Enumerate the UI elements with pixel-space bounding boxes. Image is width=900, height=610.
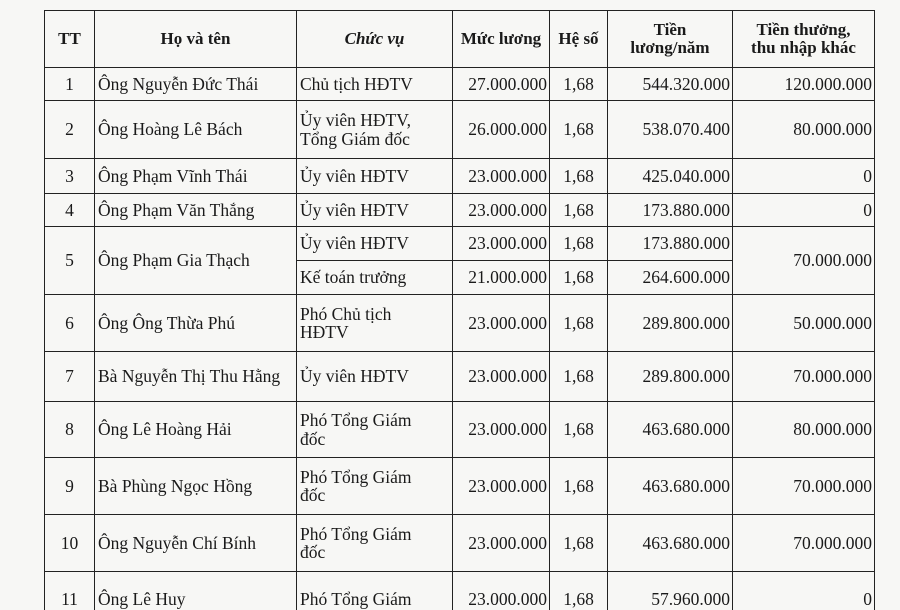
position-line1: Phó Tổng Giám	[300, 467, 412, 487]
cell-position	[297, 101, 453, 159]
cell-salary: 23.000.000	[453, 515, 550, 572]
cell-tt: 5	[45, 227, 95, 295]
position-line1: Phó Chủ tịch	[300, 304, 391, 324]
position-line2: đốc	[300, 429, 325, 449]
header-name: Họ và tên	[95, 11, 297, 68]
cell-tt: 7	[45, 352, 95, 402]
cell-coef: 1,68	[550, 572, 608, 610]
cell-salary: 23.000.000	[453, 572, 550, 610]
cell-tt: 1	[45, 68, 95, 101]
header-coef: Hệ số	[550, 11, 608, 68]
table-row	[45, 68, 875, 101]
header-bonus-line1: Tiền thưởng,	[757, 20, 851, 39]
cell-name: Ông Ông Thừa Phú	[95, 295, 297, 352]
header-tt: TT	[45, 11, 95, 68]
cell-annual: 463.680.000	[608, 402, 733, 458]
cell-coef: 1,68	[550, 194, 608, 227]
cell-name: Ông Lê Huy	[95, 572, 297, 610]
cell-name: Ông Phạm Gia Thạch	[95, 227, 297, 295]
cell-salary: 23.000.000	[453, 352, 550, 402]
header-annual-line2: lương/năm	[630, 38, 709, 57]
cell-name: Bà Nguyễn Thị Thu Hằng	[95, 352, 297, 402]
cell-bonus: 0	[733, 194, 875, 227]
salary-table	[44, 10, 875, 610]
cell-position: Ủy viên HĐTV	[297, 352, 453, 402]
cell-salary: 26.000.000	[453, 101, 550, 159]
position-line2: HĐTV	[300, 322, 349, 342]
cell-name: Ông Nguyễn Đức Thái	[95, 68, 297, 101]
position-line2: Tổng Giám đốc	[300, 129, 410, 149]
cell-position: Phó Tổng Giám	[297, 572, 453, 610]
cell-coef: 1,68	[550, 402, 608, 458]
cell-position	[297, 295, 453, 352]
cell-annual: 544.320.000	[608, 68, 733, 101]
header-row	[45, 11, 875, 68]
cell-salary: 23.000.000	[453, 159, 550, 194]
cell-bonus: 0	[733, 159, 875, 194]
position-line1: Ủy viên HĐTV,	[300, 110, 411, 130]
cell-position: Chủ tịch HĐTV	[297, 68, 453, 101]
cell-name: Ông Hoàng Lê Bách	[95, 101, 297, 159]
cell-coef: 1,68	[550, 352, 608, 402]
cell-bonus: 50.000.000	[733, 295, 875, 352]
cell-coef: 1,68	[550, 261, 608, 295]
cell-name: Ông Lê Hoàng Hải	[95, 402, 297, 458]
cell-bonus: 70.000.000	[733, 352, 875, 402]
cell-tt: 8	[45, 402, 95, 458]
table-row	[45, 402, 875, 458]
cell-coef: 1,68	[550, 295, 608, 352]
table-row	[45, 295, 875, 352]
position-line1: Phó Tổng Giám	[300, 410, 412, 430]
cell-position	[297, 402, 453, 458]
table-row	[45, 101, 875, 159]
table-row	[45, 515, 875, 572]
cell-name: Ông Nguyễn Chí Bính	[95, 515, 297, 572]
cell-annual: 425.040.000	[608, 159, 733, 194]
cell-name: Ông Phạm Vĩnh Thái	[95, 159, 297, 194]
cell-position: Kế toán trưởng	[297, 261, 453, 295]
cell-tt: 6	[45, 295, 95, 352]
cell-position: Ủy viên HĐTV	[297, 227, 453, 261]
cell-bonus: 70.000.000	[733, 227, 875, 295]
cell-bonus: 80.000.000	[733, 101, 875, 159]
cell-bonus: 70.000.000	[733, 515, 875, 572]
cell-coef: 1,68	[550, 515, 608, 572]
cell-tt: 9	[45, 458, 95, 515]
cell-annual: 463.680.000	[608, 515, 733, 572]
cell-salary: 23.000.000	[453, 402, 550, 458]
position-line2: đốc	[300, 542, 325, 562]
cell-tt: 2	[45, 101, 95, 159]
cell-tt: 3	[45, 159, 95, 194]
table-row	[45, 352, 875, 402]
table-row	[45, 572, 875, 610]
cell-coef: 1,68	[550, 227, 608, 261]
table-row	[45, 227, 875, 261]
header-bonus	[733, 11, 875, 68]
cell-bonus: 70.000.000	[733, 458, 875, 515]
cell-annual: 173.880.000	[608, 227, 733, 261]
cell-bonus: 120.000.000	[733, 68, 875, 101]
cell-salary: 23.000.000	[453, 295, 550, 352]
cell-annual: 289.800.000	[608, 295, 733, 352]
cell-bonus: 80.000.000	[733, 402, 875, 458]
cell-position: Ủy viên HĐTV	[297, 159, 453, 194]
position-line1: Phó Tổng Giám	[300, 524, 412, 544]
cell-salary: 23.000.000	[453, 227, 550, 261]
header-annual	[608, 11, 733, 68]
cell-name: Ông Phạm Văn Thắng	[95, 194, 297, 227]
cell-position	[297, 458, 453, 515]
cell-annual: 289.800.000	[608, 352, 733, 402]
table-row	[45, 458, 875, 515]
cell-salary: 23.000.000	[453, 458, 550, 515]
cell-position	[297, 515, 453, 572]
cell-salary: 27.000.000	[453, 68, 550, 101]
position-line2: đốc	[300, 485, 325, 505]
cell-annual: 538.070.400	[608, 101, 733, 159]
table-row	[45, 194, 875, 227]
cell-position: Ủy viên HĐTV	[297, 194, 453, 227]
cell-coef: 1,68	[550, 101, 608, 159]
cell-annual: 57.960.000	[608, 572, 733, 610]
cell-annual: 463.680.000	[608, 458, 733, 515]
cell-annual: 173.880.000	[608, 194, 733, 227]
header-salary: Mức lương	[453, 11, 550, 68]
header-position: Chức vụ	[297, 11, 453, 68]
cell-coef: 1,68	[550, 68, 608, 101]
cell-tt: 11	[45, 572, 95, 610]
cell-tt: 4	[45, 194, 95, 227]
cell-coef: 1,68	[550, 159, 608, 194]
header-bonus-line2: thu nhập khác	[751, 38, 856, 57]
cell-bonus: 0	[733, 572, 875, 610]
header-annual-line1: Tiền	[654, 20, 687, 39]
cell-tt: 10	[45, 515, 95, 572]
cell-salary: 21.000.000	[453, 261, 550, 295]
table-row	[45, 159, 875, 194]
document-page	[44, 10, 900, 610]
cell-salary: 23.000.000	[453, 194, 550, 227]
cell-name: Bà Phùng Ngọc Hồng	[95, 458, 297, 515]
cell-annual: 264.600.000	[608, 261, 733, 295]
cell-coef: 1,68	[550, 458, 608, 515]
